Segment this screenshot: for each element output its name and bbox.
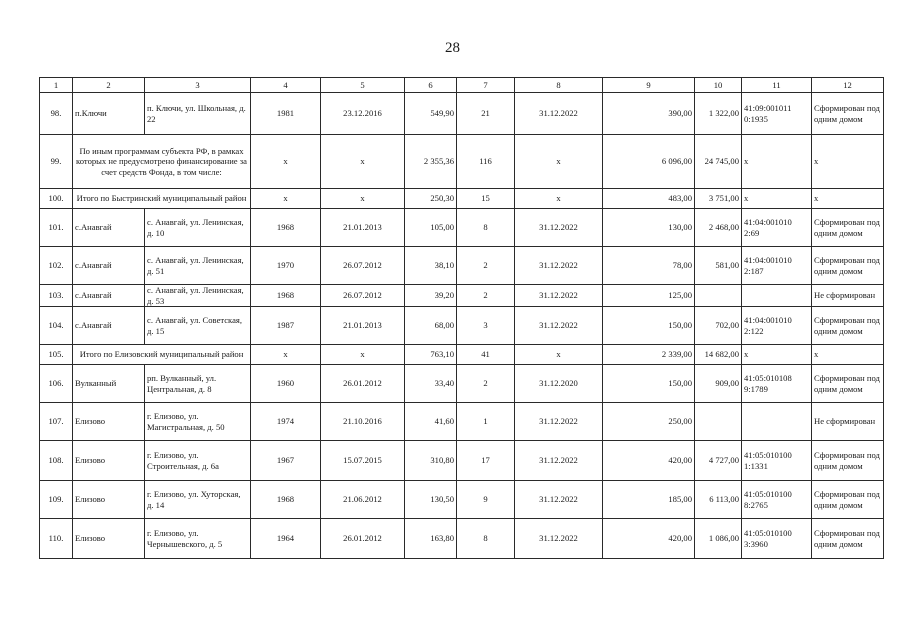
relocation-area-cell: 420,00 [603,519,695,559]
date-cell: x [321,345,405,365]
cadastral-number-cell [742,285,812,307]
address-cell: г. Елизово, ул. Строительная, д. 6а [145,441,251,481]
row-number: 108. [40,441,73,481]
area-cell: 763,10 [405,345,457,365]
row-number: 98. [40,93,73,135]
locality-cell: с.Анавгай [73,209,145,247]
row-number: 107. [40,403,73,441]
status-cell: Сформирован под одним домом [812,519,884,559]
subtotal-row [40,345,884,365]
column-number: 11 [742,78,812,93]
residents-cell: 8 [457,519,515,559]
year-cell: x [251,345,321,365]
year-cell: 1987 [251,307,321,345]
cadastral-number-cell: 41:05:010100 3:3960 [742,519,812,559]
cadastral-number-cell: 41:04:001010 2:187 [742,247,812,285]
status-cell: Сформирован под одним домом [812,365,884,403]
residents-cell: 8 [457,209,515,247]
locality-cell: с.Анавгай [73,307,145,345]
year-cell: x [251,189,321,209]
deadline-cell: 31.12.2022 [515,307,603,345]
column-number: 3 [145,78,251,93]
date-cell: 15.07.2015 [321,441,405,481]
locality-cell: Елизово [73,481,145,519]
row-number: 110. [40,519,73,559]
table-row [40,285,884,307]
cadastral-number-cell: 41:05:010108 9:1789 [742,365,812,403]
page-number: 28 [445,40,460,56]
subtotal-row [40,135,884,189]
housing-registry-table [39,77,884,559]
date-cell: 21.01.2013 [321,307,405,345]
cadastral-number-cell: 41:05:010100 1:1331 [742,441,812,481]
residents-cell: 2 [457,285,515,307]
residents-cell: 21 [457,93,515,135]
column-number: 4 [251,78,321,93]
table-row [40,307,884,345]
column-number: 7 [457,78,515,93]
deadline-cell: 31.12.2022 [515,481,603,519]
year-cell: 1964 [251,519,321,559]
table-row [40,441,884,481]
area-cell: 33,40 [405,365,457,403]
row-number: 106. [40,365,73,403]
locality-cell: Вулканный [73,365,145,403]
date-cell: 21.01.2013 [321,209,405,247]
relocation-value-cell: 24 745,00 [695,135,742,189]
table-row [40,365,884,403]
relocation-area-cell: 130,00 [603,209,695,247]
subtotal-row [40,189,884,209]
residents-cell: 116 [457,135,515,189]
deadline-cell: 31.12.2022 [515,93,603,135]
year-cell: 1968 [251,481,321,519]
column-number: 9 [603,78,695,93]
relocation-area-cell: 483,00 [603,189,695,209]
date-cell: 26.01.2012 [321,519,405,559]
deadline-cell: 31.12.2022 [515,519,603,559]
column-number: 2 [73,78,145,93]
year-cell: 1967 [251,441,321,481]
cadastral-number-cell: 41:04:001010 2:69 [742,209,812,247]
locality-cell: Елизово [73,403,145,441]
residents-cell: 15 [457,189,515,209]
date-cell: 23.12.2016 [321,93,405,135]
relocation-value-cell: 702,00 [695,307,742,345]
year-cell: 1981 [251,93,321,135]
status-cell: Сформирован под одним домом [812,481,884,519]
area-cell: 68,00 [405,307,457,345]
row-number: 100. [40,189,73,209]
table-body [40,78,884,559]
table-row [40,247,884,285]
row-number: 99. [40,135,73,189]
relocation-value-cell: 14 682,00 [695,345,742,365]
deadline-cell: 31.12.2022 [515,403,603,441]
area-cell: 38,10 [405,247,457,285]
locality-cell: Елизово [73,441,145,481]
status-cell: Сформирован под одним домом [812,307,884,345]
relocation-area-cell: 390,00 [603,93,695,135]
cadastral-number-cell: x [742,189,812,209]
year-cell: 1970 [251,247,321,285]
locality-cell: с.Анавгай [73,247,145,285]
deadline-cell: x [515,189,603,209]
relocation-value-cell: 1 086,00 [695,519,742,559]
relocation-value-cell [695,285,742,307]
area-cell: 250,30 [405,189,457,209]
relocation-area-cell: 125,00 [603,285,695,307]
relocation-value-cell [695,403,742,441]
residents-cell: 9 [457,481,515,519]
deadline-cell: 31.12.2022 [515,441,603,481]
date-cell: x [321,135,405,189]
address-cell: с. Анавгай, ул. Ленинская, д. 51 [145,247,251,285]
subtotal-label: Итого по Быстринский муниципальный район [73,189,251,209]
locality-cell: с.Анавгай [73,285,145,307]
subtotal-label: По иным программам субъекта РФ, в рамках которых не предусмотрено финансирование за счет средств Фонда, в том числе: [73,135,251,189]
relocation-value-cell: 909,00 [695,365,742,403]
residents-cell: 1 [457,403,515,441]
relocation-area-cell: 420,00 [603,441,695,481]
area-cell: 130,50 [405,481,457,519]
deadline-cell: 31.12.2022 [515,209,603,247]
subtotal-label: Итого по Елизовский муниципальный район [73,345,251,365]
locality-cell: п.Ключи [73,93,145,135]
area-cell: 41,60 [405,403,457,441]
cadastral-number-cell [742,403,812,441]
deadline-cell: x [515,135,603,189]
residents-cell: 41 [457,345,515,365]
area-cell: 39,20 [405,285,457,307]
relocation-area-cell: 150,00 [603,307,695,345]
column-number: 1 [40,78,73,93]
relocation-area-cell: 185,00 [603,481,695,519]
year-cell: x [251,135,321,189]
relocation-value-cell: 3 751,00 [695,189,742,209]
year-cell: 1968 [251,285,321,307]
row-number: 103. [40,285,73,307]
status-cell: Не сформирован [812,285,884,307]
table-row [40,209,884,247]
status-cell: x [812,189,884,209]
area-cell: 105,00 [405,209,457,247]
column-number: 6 [405,78,457,93]
deadline-cell: 31.12.2020 [515,365,603,403]
address-cell: г. Елизово, ул. Хуторская, д. 14 [145,481,251,519]
relocation-value-cell: 4 727,00 [695,441,742,481]
relocation-area-cell: 150,00 [603,365,695,403]
relocation-area-cell: 2 339,00 [603,345,695,365]
date-cell: 26.07.2012 [321,247,405,285]
relocation-value-cell: 1 322,00 [695,93,742,135]
address-cell: рп. Вулканный, ул. Центральная, д. 8 [145,365,251,403]
row-number: 102. [40,247,73,285]
status-cell: x [812,135,884,189]
status-cell: Сформирован под одним домом [812,247,884,285]
area-cell: 2 355,36 [405,135,457,189]
column-number-row [40,78,884,93]
deadline-cell: 31.12.2022 [515,285,603,307]
relocation-value-cell: 2 468,00 [695,209,742,247]
status-cell: x [812,345,884,365]
address-cell: с. Анавгай, ул. Ленинская, д. 53 [145,285,251,307]
deadline-cell: 31.12.2022 [515,247,603,285]
date-cell: 26.07.2012 [321,285,405,307]
relocation-value-cell: 581,00 [695,247,742,285]
relocation-area-cell: 6 096,00 [603,135,695,189]
cadastral-number-cell: 41:05:010100 8:2765 [742,481,812,519]
year-cell: 1960 [251,365,321,403]
date-cell: 21.10.2016 [321,403,405,441]
column-number: 10 [695,78,742,93]
status-cell: Не сформирован [812,403,884,441]
date-cell: 21.06.2012 [321,481,405,519]
cadastral-number-cell: 41:04:001010 2:122 [742,307,812,345]
date-cell: 26.01.2012 [321,365,405,403]
row-number: 109. [40,481,73,519]
table-row [40,403,884,441]
address-cell: г. Елизово, ул. Чернышевского, д. 5 [145,519,251,559]
table-row [40,93,884,135]
table-row [40,481,884,519]
column-number: 12 [812,78,884,93]
address-cell: г. Елизово, ул. Магистральная, д. 50 [145,403,251,441]
status-cell: Сформирован под одним домом [812,441,884,481]
status-cell: Сформирован под одним домом [812,93,884,135]
area-cell: 163,80 [405,519,457,559]
cadastral-number-cell: x [742,345,812,365]
address-cell: с. Анавгай, ул. Ленинская, д. 10 [145,209,251,247]
column-number: 8 [515,78,603,93]
row-number: 105. [40,345,73,365]
row-number: 101. [40,209,73,247]
area-cell: 310,80 [405,441,457,481]
date-cell: x [321,189,405,209]
year-cell: 1974 [251,403,321,441]
column-number: 5 [321,78,405,93]
status-cell: Сформирован под одним домом [812,209,884,247]
address-cell: с. Анавгай, ул. Советская, д. 15 [145,307,251,345]
residents-cell: 17 [457,441,515,481]
relocation-area-cell: 250,00 [603,403,695,441]
relocation-value-cell: 6 113,00 [695,481,742,519]
address-cell: п. Ключи, ул. Школьная, д. 22 [145,93,251,135]
residents-cell: 2 [457,365,515,403]
locality-cell: Елизово [73,519,145,559]
area-cell: 549,90 [405,93,457,135]
cadastral-number-cell: x [742,135,812,189]
deadline-cell: x [515,345,603,365]
year-cell: 1968 [251,209,321,247]
cadastral-number-cell: 41:09:001011 0:1935 [742,93,812,135]
relocation-area-cell: 78,00 [603,247,695,285]
residents-cell: 2 [457,247,515,285]
residents-cell: 3 [457,307,515,345]
table-row [40,519,884,559]
row-number: 104. [40,307,73,345]
